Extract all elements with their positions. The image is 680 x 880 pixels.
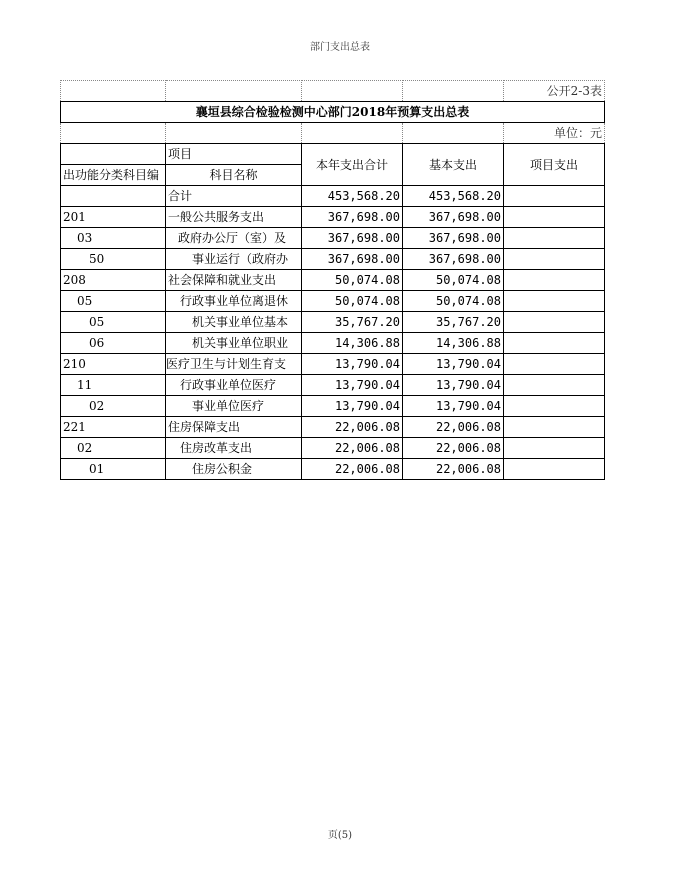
row-project xyxy=(504,375,605,396)
row-project xyxy=(504,186,605,207)
row-total: 14,306.88 xyxy=(302,333,403,354)
row-code: 02 xyxy=(61,438,166,459)
table-row xyxy=(61,417,605,438)
table-row xyxy=(61,375,605,396)
row-basic: 14,306.88 xyxy=(403,333,504,354)
row-name: 医疗卫生与计划生育支 xyxy=(166,354,302,375)
unit-row xyxy=(61,123,605,144)
row-basic: 453,568.20 xyxy=(403,186,504,207)
row-total: 453,568.20 xyxy=(302,186,403,207)
header-total: 本年支出合计 xyxy=(302,144,403,186)
row-basic: 13,790.04 xyxy=(403,396,504,417)
table-row xyxy=(61,438,605,459)
row-project xyxy=(504,333,605,354)
row-project xyxy=(504,396,605,417)
row-basic: 50,074.08 xyxy=(403,270,504,291)
header-subject-name: 科目名称 xyxy=(166,165,302,186)
row-name: 一般公共服务支出 xyxy=(166,207,302,228)
page-header: 部门支出总表 xyxy=(310,42,370,53)
row-code: 05 xyxy=(61,312,166,333)
page-footer: 页(5) xyxy=(327,830,353,841)
unit-label: 单位：元 xyxy=(504,123,605,144)
row-name: 事业单位医疗 xyxy=(166,396,302,417)
row-project xyxy=(504,312,605,333)
table-row xyxy=(61,312,605,333)
budget-table xyxy=(60,80,605,480)
table-row xyxy=(61,459,605,480)
row-code: 11 xyxy=(61,375,166,396)
table-row xyxy=(61,396,605,417)
header-basic: 基本支出 xyxy=(403,144,504,186)
table-row xyxy=(61,270,605,291)
row-code: 208 xyxy=(61,270,166,291)
table-row xyxy=(61,354,605,375)
row-basic: 35,767.20 xyxy=(403,312,504,333)
row-basic: 13,790.04 xyxy=(403,375,504,396)
row-total: 367,698.00 xyxy=(302,228,403,249)
row-project xyxy=(504,249,605,270)
row-project xyxy=(504,291,605,312)
row-name: 住房改革支出 xyxy=(166,438,302,459)
row-total: 13,790.04 xyxy=(302,396,403,417)
row-basic: 13,790.04 xyxy=(403,354,504,375)
row-name: 事业运行（政府办 xyxy=(166,249,302,270)
row-code: 02 xyxy=(61,396,166,417)
row-project xyxy=(504,270,605,291)
row-total: 22,006.08 xyxy=(302,438,403,459)
row-name: 行政事业单位离退休 xyxy=(166,291,302,312)
row-basic: 22,006.08 xyxy=(403,438,504,459)
row-name: 住房保障支出 xyxy=(166,417,302,438)
row-total: 50,074.08 xyxy=(302,270,403,291)
row-basic: 22,006.08 xyxy=(403,459,504,480)
row-total: 22,006.08 xyxy=(302,459,403,480)
row-total: 35,767.20 xyxy=(302,312,403,333)
header-func-code: 出功能分类科目编 xyxy=(61,165,166,186)
row-basic: 22,006.08 xyxy=(403,417,504,438)
title-row xyxy=(61,102,605,123)
row-total: 13,790.04 xyxy=(302,375,403,396)
row-code: 01 xyxy=(61,459,166,480)
row-name: 机关事业单位职业 xyxy=(166,333,302,354)
row-project xyxy=(504,207,605,228)
table-row xyxy=(61,186,605,207)
row-name: 住房公积金 xyxy=(166,459,302,480)
row-project xyxy=(504,228,605,249)
row-total: 367,698.00 xyxy=(302,207,403,228)
row-total: 50,074.08 xyxy=(302,291,403,312)
row-code: 221 xyxy=(61,417,166,438)
row-project xyxy=(504,354,605,375)
row-code xyxy=(61,186,166,207)
table-row xyxy=(61,249,605,270)
row-basic: 50,074.08 xyxy=(403,291,504,312)
row-code: 06 xyxy=(61,333,166,354)
row-basic: 367,698.00 xyxy=(403,207,504,228)
row-name: 机关事业单位基本 xyxy=(166,312,302,333)
table-row xyxy=(61,291,605,312)
row-project xyxy=(504,438,605,459)
table-note: 公开2-3表 xyxy=(504,81,605,102)
note-row xyxy=(61,81,605,102)
row-code: 210 xyxy=(61,354,166,375)
row-total: 13,790.04 xyxy=(302,354,403,375)
row-total: 367,698.00 xyxy=(302,249,403,270)
row-code: 201 xyxy=(61,207,166,228)
row-code: 05 xyxy=(61,291,166,312)
header-row-1 xyxy=(61,144,605,165)
row-code: 03 xyxy=(61,228,166,249)
header-project: 项目 xyxy=(166,144,302,165)
row-project xyxy=(504,459,605,480)
row-code: 50 xyxy=(61,249,166,270)
row-name: 合计 xyxy=(166,186,302,207)
row-name: 政府办公厅（室）及 xyxy=(166,228,302,249)
row-project xyxy=(504,417,605,438)
table-row xyxy=(61,207,605,228)
row-total: 22,006.08 xyxy=(302,417,403,438)
table-row xyxy=(61,333,605,354)
row-name: 社会保障和就业支出 xyxy=(166,270,302,291)
header-project-expense: 项目支出 xyxy=(504,144,605,186)
row-basic: 367,698.00 xyxy=(403,249,504,270)
table-row xyxy=(61,228,605,249)
row-name: 行政事业单位医疗 xyxy=(166,375,302,396)
table-title: 襄垣县综合检验检测中心部门2018年预算支出总表 xyxy=(61,102,605,123)
row-basic: 367,698.00 xyxy=(403,228,504,249)
